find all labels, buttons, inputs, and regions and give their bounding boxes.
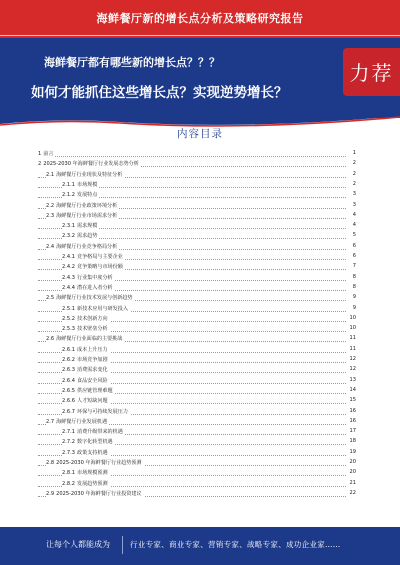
toc-entry[interactable]: [38, 428, 356, 437]
brand-logo-text: 力荐: [349, 61, 394, 85]
toc-entry-label: [46, 172, 124, 178]
toc-entry-text: 发展特点: [76, 192, 98, 199]
toc-entry-label: [62, 233, 99, 239]
toc-entry-label: [62, 429, 125, 435]
toc-entry-label: [62, 223, 99, 229]
footer-slogan: 让每个人都能成为: [46, 540, 110, 549]
toc-entry-text: 食品安全风险: [76, 377, 108, 384]
toc-entry-number: 2.6.2: [62, 357, 75, 363]
toc-entry-number: 1: [38, 151, 42, 157]
toc-entry[interactable]: [38, 315, 356, 324]
toc-entry-number: 2.3: [46, 212, 55, 219]
toc-entry-number: 2.8.2: [62, 480, 75, 487]
toc-entry-number: 2.6.4: [62, 377, 75, 384]
toc-entry-label: [62, 254, 125, 260]
toc-entry-text: 海鲜餐厅行业技术发展与创新趋势: [56, 295, 133, 302]
toc-entry-text: 行业集中度分析: [76, 274, 113, 281]
toc-entry-number: 2.4.1: [62, 254, 75, 260]
banner-question-2: 如何才能抓住这些增长点？实现逆势增长？: [31, 85, 288, 101]
toc-entry-text: 海鲜餐厅行业政策环境分析: [56, 202, 118, 209]
toc-entry-label: [46, 213, 119, 219]
toc-entry-label: [62, 450, 110, 456]
toc-entry-text: 政策支持机遇: [76, 449, 108, 456]
toc-leader-dots: [38, 156, 346, 157]
toc-entry[interactable]: [38, 418, 356, 427]
toc-entry[interactable]: [38, 438, 356, 447]
toc-entry-text: 技术创新方向: [76, 315, 108, 322]
toc-entry-page: 8: [352, 273, 356, 280]
toc-entry-page: 19: [349, 448, 356, 455]
toc-entry-page: 2: [352, 180, 356, 187]
toc-entry-page: 10: [349, 314, 356, 321]
toc-entry-text: 消费需求变化: [76, 367, 108, 374]
toc-entry[interactable]: [38, 356, 356, 365]
toc-entry-page: 2: [352, 160, 356, 167]
toc-entry[interactable]: [38, 243, 356, 252]
toc-entry-label: [62, 192, 99, 198]
toc-entry-number: 2.5.2: [62, 315, 75, 322]
toc-entry[interactable]: [38, 150, 356, 159]
toc-entry[interactable]: [38, 377, 356, 386]
toc-entry-number: 2.6: [46, 336, 55, 343]
toc-entry-label: [62, 481, 110, 487]
toc-entry-page: 16: [349, 407, 356, 414]
toc-entry-number: 2.8: [46, 460, 55, 466]
report-header-bar: [0, 0, 400, 38]
toc-entry[interactable]: [38, 480, 356, 489]
toc-entry-label: [46, 419, 109, 425]
toc-entry-page: 6: [352, 253, 356, 259]
toc-entry-page: 10: [349, 325, 356, 332]
toc-entry-label: [46, 244, 119, 250]
toc-entry-label: [62, 367, 110, 373]
toc-entry-page: 16: [349, 417, 356, 424]
question-banner: [0, 38, 400, 118]
toc-entry-text: 环保与可持续发展压力: [76, 408, 128, 415]
toc-entry[interactable]: [38, 335, 356, 344]
toc-entry-page: 9: [352, 294, 356, 301]
toc-entry-text: 技术壁垒分析: [76, 326, 108, 333]
toc-entry-label: [62, 388, 115, 394]
toc-entry-text: 竞争格局与主要企业: [76, 254, 123, 260]
toc-entry[interactable]: [38, 222, 356, 231]
toc-entry-page: 12: [349, 356, 356, 362]
toc-entry-text: 海鲜餐厅行业面临的主要挑战: [56, 336, 123, 343]
toc-entry-label: [62, 182, 99, 188]
toc-entry-number: 2.6.3: [62, 367, 75, 374]
toc-entry-text: 消费升级带来的机遇: [76, 429, 123, 436]
toc-entry[interactable]: [38, 325, 356, 334]
toc-entry[interactable]: [38, 274, 356, 283]
toc-entry-text: 海鲜餐厅行业市场需求分析: [56, 212, 118, 219]
header-stripe: [0, 35, 400, 36]
toc-entry-label: [46, 203, 119, 209]
report-title: 海鲜餐厅新的增长点分析及策略研究报告: [96, 12, 304, 25]
toc-entry[interactable]: [38, 408, 356, 417]
banner-question-1: 海鲜餐厅都有哪些新的增长点？？？: [44, 56, 220, 69]
toc-entry-label: [62, 306, 130, 312]
toc-entry[interactable]: [38, 284, 356, 293]
brand-tab: [343, 48, 400, 96]
toc-entry-page: 22: [349, 489, 356, 496]
toc-entry-label: [62, 357, 110, 363]
toc-entry[interactable]: [38, 459, 356, 468]
toc-entry-number: 2.7.1: [62, 429, 75, 436]
toc-entry-text: 市场竞争加剧: [76, 357, 108, 363]
toc-entry-page: 7: [352, 263, 356, 270]
toc-entry-page: 9: [352, 304, 356, 311]
toc-entry-number: 2.6.5: [62, 387, 75, 394]
footer-tags: 行业专家、商业专家、营销专家、战略专家、成功企业家……: [130, 540, 341, 549]
toc-entry-page: 4: [352, 211, 356, 218]
toc-entry-page: 12: [349, 366, 356, 373]
toc-entry-text: 前言: [43, 151, 54, 157]
toc-entry-page: 8: [352, 283, 356, 290]
toc-entry-label: [62, 264, 125, 270]
toc-entry[interactable]: [38, 171, 356, 180]
toc-entry-number: 2.7: [46, 418, 55, 425]
toc-entry-page: 6: [352, 242, 356, 249]
toc-entry-page: 11: [349, 345, 356, 352]
toc-entry[interactable]: [38, 191, 356, 200]
toc-entry-text: 数字化转型机遇: [76, 439, 113, 446]
toc-title: 内容目录: [177, 128, 223, 140]
toc-entry[interactable]: [38, 387, 356, 396]
toc-entry-number: 2.2: [46, 202, 55, 209]
toc-entry[interactable]: [38, 232, 356, 241]
toc-entry-number: 2.4.2: [62, 264, 75, 271]
toc-entry-number: 2.6.6: [62, 398, 75, 405]
toc-entry-page: 3: [352, 191, 356, 198]
toc-entry-text: 潜在进入者分析: [76, 284, 113, 291]
toc-entry-page: 14: [349, 386, 356, 393]
toc-entry-number: 2.8.1: [62, 470, 75, 477]
toc-entry-page: 4: [352, 222, 356, 229]
toc-entry-page: 21: [349, 479, 356, 486]
toc-entry-label: [38, 151, 55, 157]
toc-entry-text: 市场规模预测: [76, 470, 108, 477]
toc-entry-page: 17: [349, 428, 356, 435]
toc-entry-page: 2: [352, 170, 356, 177]
toc-entry-number: 2.6.1: [62, 346, 75, 353]
toc-entry[interactable]: [38, 469, 356, 478]
toc-entry[interactable]: [38, 449, 356, 458]
toc-entry-label: [62, 275, 115, 281]
toc-entry[interactable]: [38, 346, 356, 355]
toc-entry-text: 成本上升压力: [76, 346, 108, 353]
toc-entry-text: 供应链管理难题: [76, 387, 113, 394]
toc-entry-label: [46, 491, 144, 497]
toc-entry-text: 市场规模: [76, 181, 98, 188]
toc-entry-page: 20: [349, 469, 356, 476]
toc-entry-number: 2.3.1: [62, 223, 75, 230]
toc-entry-number: 2.4.4: [62, 284, 75, 291]
wave-navy-shape: [0, 112, 400, 125]
toc-entry-label: [62, 439, 115, 445]
toc-entry-page: 15: [349, 397, 356, 404]
toc-entry-text: 2025-2030 年海鲜餐厅行业趋势预测: [56, 460, 142, 466]
toc-entry-label: [62, 470, 110, 476]
toc-entry-text: 2025-2030 年海鲜餐厅行业发展态势分析: [43, 161, 139, 168]
toc-entry-number: 2.7.3: [62, 449, 75, 456]
toc-entry-text: 需求规模: [76, 223, 98, 230]
toc-entry-label: [62, 347, 110, 353]
toc-entry-number: 2.7.2: [62, 439, 75, 446]
toc-entry[interactable]: [38, 305, 356, 314]
table-of-contents: [38, 150, 356, 510]
toc-entry-text: 竞争策略与市场份额: [76, 264, 123, 271]
toc-entry-text: 发展趋势预测: [76, 480, 108, 487]
toc-entry-text: 海鲜餐厅行业现状及特征分析: [56, 171, 123, 178]
toc-entry-page: 18: [349, 438, 356, 445]
toc-entry[interactable]: [38, 160, 356, 169]
toc-entry-number: 2.4.3: [62, 274, 75, 281]
toc-entry[interactable]: [38, 263, 356, 272]
toc-entry-number: 2.6.7: [62, 408, 75, 415]
toc-entry-number: 2.5.3: [62, 326, 75, 333]
toc-entry-label: [62, 398, 110, 404]
footer-divider: [122, 536, 123, 554]
toc-entry-label: [62, 378, 110, 384]
toc-entry-page: 20: [349, 459, 356, 465]
toc-entry-page: 3: [352, 201, 356, 208]
toc-entry-text: 新技术应用与研发投入: [76, 305, 128, 312]
toc-entry-number: 2.5: [46, 295, 55, 302]
toc-entry-label: [62, 326, 110, 332]
toc-entry-number: 2.4: [46, 243, 55, 250]
toc-entry-text: 海鲜餐厅行业竞争格局分析: [56, 243, 118, 250]
toc-entry-number: 2.5.1: [62, 305, 75, 312]
toc-entry[interactable]: [38, 253, 356, 262]
toc-entry[interactable]: [38, 397, 356, 406]
toc-entry-number: 2: [38, 161, 42, 168]
toc-entry-label: [62, 285, 115, 291]
toc-entry[interactable]: [38, 202, 356, 211]
toc-entry-number: 2.3.2: [62, 233, 75, 240]
toc-entry[interactable]: [38, 212, 356, 221]
toc-entry[interactable]: [38, 490, 356, 499]
toc-entry-number: 2.1.1: [62, 181, 75, 188]
toc-entry-text: 2025-2030 年海鲜餐厅行业投资建议: [56, 490, 142, 497]
toc-entry-page: 11: [349, 335, 356, 342]
toc-entry[interactable]: [38, 294, 356, 303]
toc-entry-number: 2.1: [46, 171, 55, 178]
toc-entry[interactable]: [38, 366, 356, 375]
toc-entry-number: 2.1.2: [62, 192, 75, 199]
toc-entry-text: 海鲜餐厅行业发展机遇: [56, 418, 108, 425]
toc-entry-label: [38, 161, 141, 167]
toc-entry-page: 13: [349, 376, 356, 383]
toc-entry-text: 人才短缺问题: [76, 398, 108, 405]
toc-entry-label: [46, 295, 135, 301]
toc-entry[interactable]: [38, 181, 356, 190]
toc-entry-label: [62, 409, 130, 415]
toc-entry-page: 5: [352, 232, 356, 239]
footer-bar: [0, 527, 400, 565]
toc-entry-label: [46, 460, 144, 466]
toc-entry-text: 需求趋势: [76, 233, 98, 240]
toc-entry-number: 2.9: [46, 490, 55, 497]
toc-entry-label: [46, 336, 124, 342]
toc-entry-page: 1: [352, 150, 356, 156]
toc-entry-label: [62, 316, 110, 322]
